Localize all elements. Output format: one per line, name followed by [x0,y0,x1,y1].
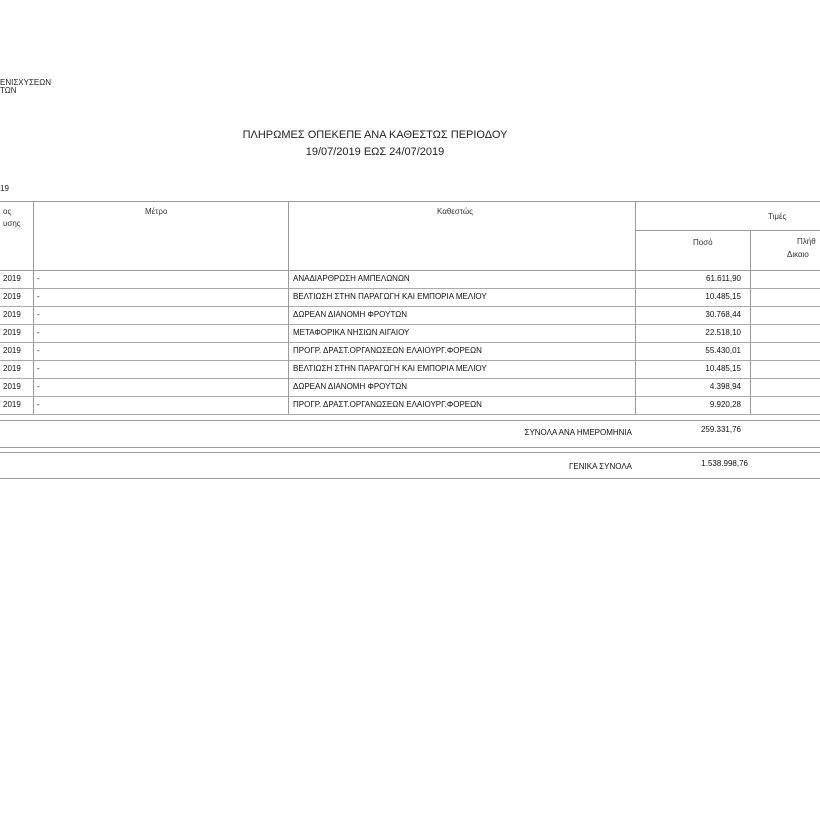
row-measure: - [37,328,40,337]
column-header-beneficiaries-1: Πλήθ [797,237,816,246]
row-divider [0,378,820,379]
row-scheme: ΔΩΡΕΑΝ ΔΙΑΝΟΜΗ ΦΡΟΥΤΩΝ [293,382,407,391]
body-vdivider-3 [635,270,636,414]
row-scheme: ΒΕΛΤΙΩΣΗ ΣΤΗΝ ΠΑΡΑΓΩΓΗ ΚΑΙ ΕΜΠΟΡΙΑ ΜΕΛΙΟΥ [293,292,487,301]
column-header-values: Τιμές [768,212,787,221]
row-amount: 10.485,15 [705,292,741,301]
organization-line-2: ΤΩΝ [0,86,17,95]
row-date: 2019 [3,346,21,355]
body-vdivider-4 [750,270,751,414]
row-scheme: ΜΕΤΑΦΟΡΙΚΑ ΝΗΣΙΩΝ ΑΙΓΑΙΟΥ [293,328,410,337]
column-header-measure: Μέτρο [145,207,168,216]
date-group-label: 19 [0,184,9,193]
row-amount: 55.430,01 [705,346,741,355]
row-scheme: ΠΡΟΓΡ. ΔΡΑΣΤ.ΟΡΓΑΝΩΣΕΩΝ ΕΛΑΙΟΥΡΓ.ΦΟΡΕΩΝ [293,346,482,355]
row-date: 2019 [3,364,21,373]
header-vdivider-3 [635,201,636,270]
body-vdivider-1 [33,270,34,414]
row-measure: - [37,346,40,355]
row-divider [0,342,820,343]
grand-totals-label: ΓΕΝΙΚΑ ΣΥΝΟΛΑ [568,462,632,471]
row-scheme: ΔΩΡΕΑΝ ΔΙΑΝΟΜΗ ΦΡΟΥΤΩΝ [293,310,407,319]
row-amount: 30.768,44 [705,310,741,319]
row-measure: - [37,274,40,283]
organization-line-1: ΕΝΙΣΧΥΣΕΩΝ [0,78,51,87]
report-period: 19/07/2019 ΕΩΣ 24/07/2019 [305,146,445,158]
row-amount: 9.920,28 [709,400,741,409]
row-amount: 61.611,90 [706,274,741,283]
row-amount: 4.398,94 [709,382,741,391]
row-divider [0,360,820,361]
grand-totals-top-border [0,452,820,453]
body-vdivider-2 [288,270,289,414]
column-header-scheme: Καθεστώς [437,207,473,216]
column-header-date-2: υσης [3,219,21,228]
row-date: 2019 [3,382,21,391]
header-values-divider [636,230,820,231]
row-amount: 10.485,15 [705,364,741,373]
row-divider [0,396,820,397]
row-scheme: ΠΡΟΓΡ. ΔΡΑΣΤ.ΟΡΓΑΝΩΣΕΩΝ ΕΛΑΙΟΥΡΓ.ΦΟΡΕΩΝ [293,400,482,409]
header-vdivider-2 [288,201,289,270]
row-scheme: ΒΕΛΤΙΩΣΗ ΣΤΗΝ ΠΑΡΑΓΩΓΗ ΚΑΙ ΕΜΠΟΡΙΑ ΜΕΛΙΟΥ [293,364,487,373]
row-date: 2019 [3,328,21,337]
row-date: 2019 [3,400,21,409]
row-scheme: ΑΝΑΔΙΑΡΘΡΩΣΗ ΑΜΠΕΛΩΝΩΝ [293,274,410,283]
report-title: ΠΛΗΡΩΜΕΣ ΟΠΕΚΕΠΕ ΑΝΑ ΚΑΘΕΣΤΩΣ ΠΕΡΙΟΔΟΥ [242,129,508,141]
column-header-amount: Ποσό [693,238,713,247]
header-top-border [0,201,820,202]
row-measure: - [37,364,40,373]
row-measure: - [37,400,40,409]
row-divider [0,414,820,415]
row-date: 2019 [3,292,21,301]
row-measure: - [37,310,40,319]
organization-name [0,79,51,95]
row-date: 2019 [3,274,21,283]
row-divider [0,306,820,307]
column-header-beneficiaries-2: Δικαιο [787,250,809,259]
grand-totals-value: 1.538.998,76 [701,459,748,468]
row-amount: 22.518,10 [705,328,741,337]
totals-bottom-border [0,447,820,448]
totals-per-date-value: 259.331,76 [700,425,741,434]
header-bottom-border [0,270,820,271]
header-vdivider-1 [33,201,34,270]
totals-top-border [0,420,820,421]
row-divider [0,324,820,325]
totals-per-date-label: ΣΥΝΟΛΑ ΑΝΑ ΗΜΕΡΟΜΗΝΙΑ [524,428,632,437]
column-header-date-1: ος [3,207,12,216]
grand-totals-bottom-border [0,478,820,479]
row-date: 2019 [3,310,21,319]
row-measure: - [37,292,40,301]
row-measure: - [37,382,40,391]
header-vdivider-4 [750,230,751,270]
row-divider [0,288,820,289]
